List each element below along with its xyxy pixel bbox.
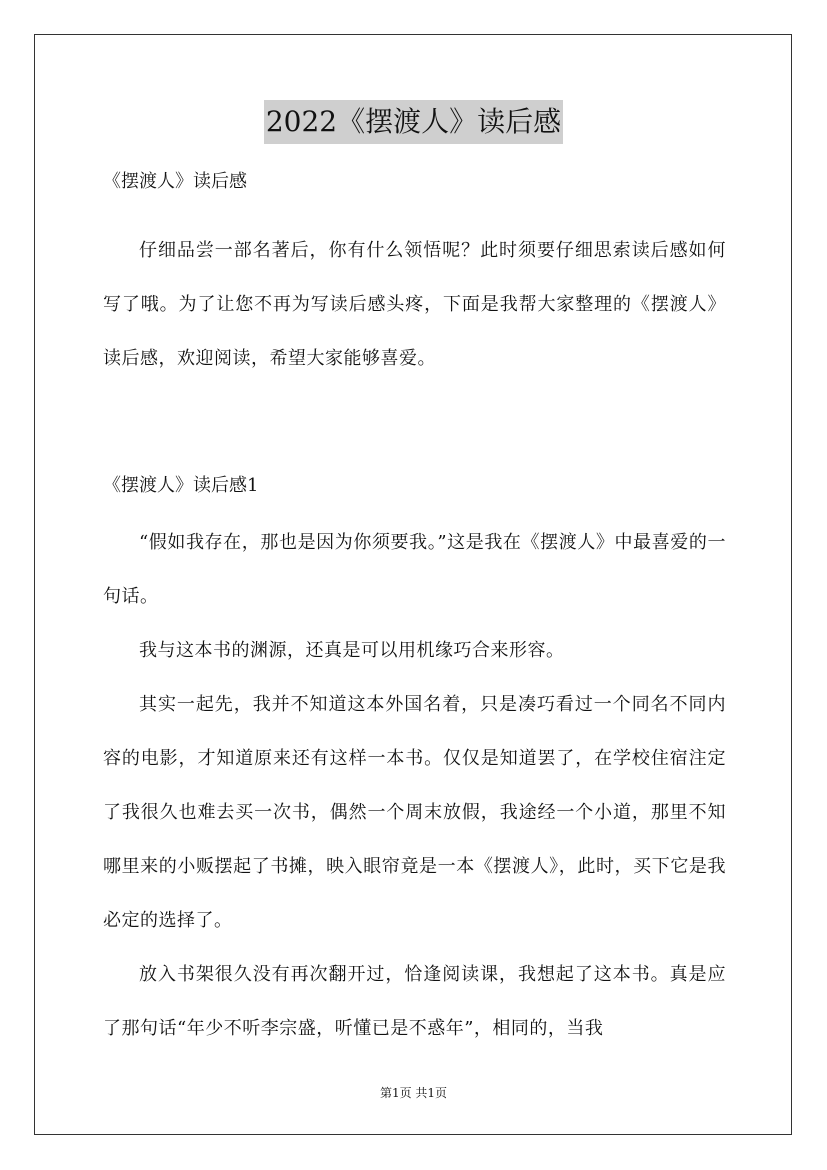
- section-heading: 《摆渡人》读后感1: [103, 475, 259, 496]
- intro-paragraph: 仔细品尝一部名著后，你有什么领悟呢？此时须要仔细思索读后感如何写了哦。为了让您不再为写读后感头疼，下面是我帮大家整理的《摆渡人》读后感，欢迎阅读，希望大家能够喜爱。: [103, 240, 726, 369]
- body-paragraph: “假如我存在，那也是因为你须要我。”这是我在《摆渡人》中最喜爱的一句话。: [103, 532, 726, 607]
- page-footer: 第1页 共1页: [379, 1086, 448, 1100]
- title-container: [0, 100, 827, 144]
- body-paragraph: 其实一起先，我并不知道这本外国名着，只是凑巧看过一个同名不同内容的电影，才知道原来还有这样一本书。仅仅是知道罢了，在学校住宿注定了我很久也难去买一次书，偶然一个周末放假，我途经一个小道，那里不知哪里来的小贩摆起了书摊，映入眼帘竟是一本《摆渡人》，此时，买下它是我必定的选择了。: [103, 694, 726, 931]
- document-title: 2022《摆渡人》读后感: [264, 100, 563, 144]
- spacer: [103, 194, 726, 224]
- subheading: 《摆渡人》读后感: [103, 171, 247, 192]
- spacer: [103, 386, 726, 474]
- body-paragraph: 放入书架很久没有再次翻开过，恰逢阅读课，我想起了这本书。真是应了那句话“年少不听李宗盛，听懂已是不惑年”，相同的，当我: [103, 964, 726, 1039]
- body-paragraph: 我与这本书的渊源，还真是可以用机缘巧合来形容。: [139, 640, 565, 661]
- spacer: [103, 498, 726, 516]
- document-body: [103, 170, 726, 1056]
